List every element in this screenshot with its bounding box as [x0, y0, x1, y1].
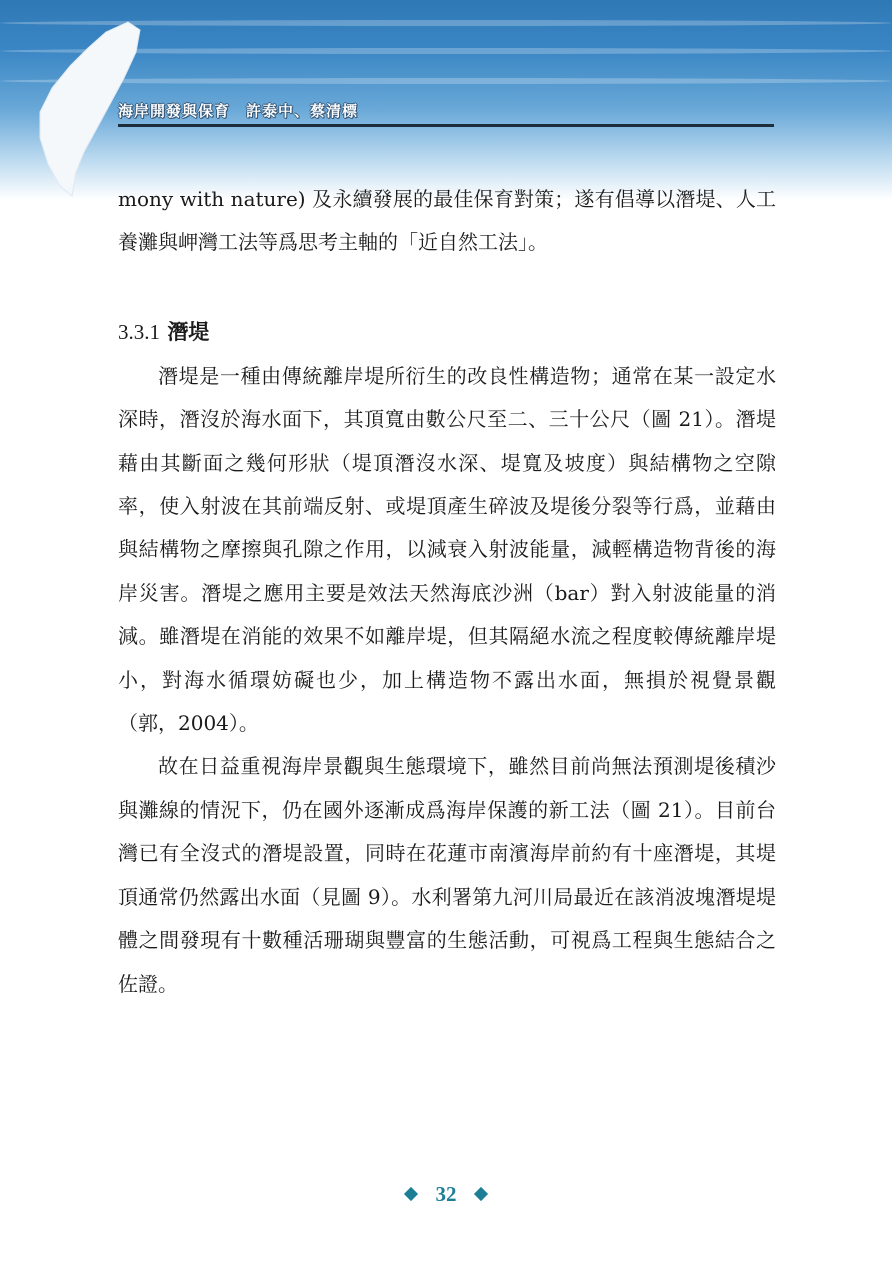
page-footer: [0, 1182, 892, 1207]
diamond-icon: [474, 1187, 488, 1201]
diamond-icon: [404, 1187, 418, 1201]
running-header-title: 海岸開發與保育 許泰中、蔡清標: [118, 102, 359, 120]
page-body: [118, 178, 776, 1006]
continued-paragraph: mony with nature) 及永續發展的最佳保育對策；遂有倡導以潛堤、人工養灘與岬灣工法等爲思考主軸的「近自然工法」。: [118, 187, 776, 255]
section-number: 3.3.1: [118, 319, 160, 344]
section-heading: [118, 315, 776, 349]
paragraph-2: 故在日益重視海岸景觀與生態環境下，雖然目前尚無法預測堤後積沙與灘線的情況下，仍在國外逐漸成爲海岸保護的新工法（圖 21）。目前台灣已有全沒式的潛堤設置，同時在花蓮市南濱海岸前約有十座潛堤，其堤頂通常仍然露出水面（見圖 9）。水利署第九河川局最近在該消波塊潛堤堤體之間發現有十數種活珊瑚與豐富的生態活動，可視爲工程與生態結合之佐證。: [118, 754, 776, 996]
header-rule: [118, 124, 774, 127]
page-number: 32: [435, 1182, 457, 1206]
section-title: 潛堤: [167, 318, 210, 344]
paragraph-1: 潛堤是一種由傳統離岸堤所衍生的改良性構造物；通常在某一設定水深時，潛沒於海水面下，其頂寬由數公尺至二、三十公尺（圖 21）。潛堤藉由其斷面之幾何形狀（堤頂潛沒水深、堤寬及坡度）與結構物之空隙率，使入射波在其前端反射、或堤頂產生碎波及堤後分裂等行爲，並藉由與結構物之摩擦與孔隙之作用，以減衰入射波能量，減輕構造物背後的海岸災害。潛堤之應用主要是效法天然海底沙洲（bar）對入射波能量的消減。雖潛堤在消能的效果不如離岸堤，但其隔絕水流之程度較傳統離岸堤小，對海水循環妨礙也少，加上構造物不露出水面，無損於視覺景觀（郭，2004）。: [118, 363, 776, 736]
